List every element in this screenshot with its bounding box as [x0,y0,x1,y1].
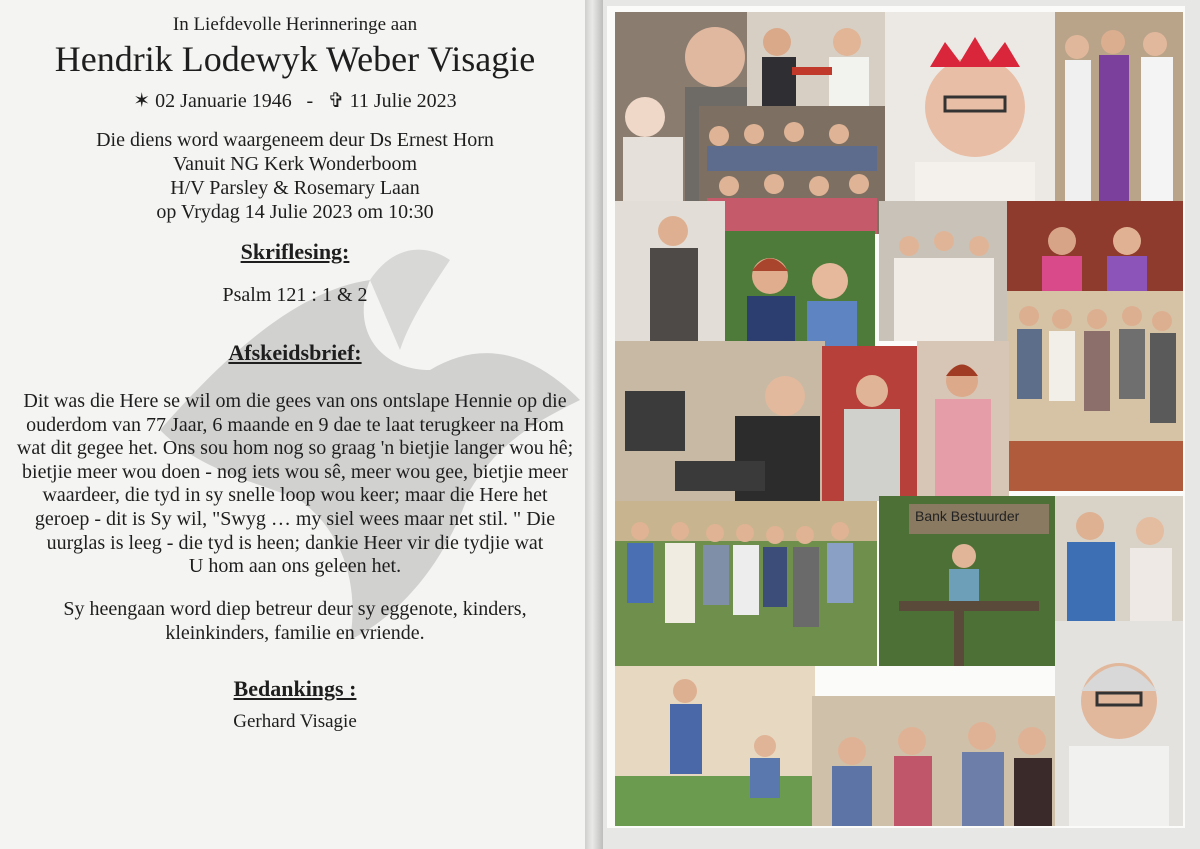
thanks-heading: Bedankings : [233,676,357,701]
photo-couple-garden [725,231,875,346]
farewell-letter-heading: Afskeidsbrief: [228,340,362,365]
death-date: 11 Julie 2023 [349,90,457,112]
scripture-heading: Skriflesing: [240,239,350,264]
photo-man-tv [822,346,922,501]
photo-man-toast [615,201,725,341]
bank-sign-text: Bank Bestuurder [915,508,1020,524]
photo-couple-restaurant [1007,201,1183,296]
photo-three-men [1055,12,1183,202]
letter-line: ouderdom van 77 Jaar, 6 maande en 9 dae te laat terugkeer na Hom [26,413,564,436]
photo-collage [607,6,1185,828]
photo-couple-party [747,12,887,108]
service-line: H/V Parsley & Rosemary Laan [170,177,420,199]
left-page [0,0,590,849]
photo-group-seated [879,201,1009,341]
photo-red-crown [885,12,1057,202]
letter-line: Dit was die Here se wil om die gees van ons ontslape Hennie op die [23,390,567,412]
deceased-name: Hendrik Lodewyk Weber Visagie [54,39,536,79]
photo-table-friends [812,696,1057,826]
birth-date: 02 Januarie 1946 [155,90,292,112]
birth-star-icon: ✶ [133,90,151,112]
life-dates [0,88,590,113]
mourners-paragraph [0,597,590,645]
service-line: Vanuit NG Kerk Wonderboom [172,153,418,175]
service-details [0,128,590,224]
photo-man-armchair [615,341,825,501]
photo-woman-pink [917,341,1009,501]
letter-line: wat dit gegee het. Ons sou hom nog so graag 'n bietjie langer wou hê; [16,437,574,460]
letter-line: geroep - dit is Sy wil, "Swyg … my siel wees maar net stil. " Die [34,507,556,530]
farewell-letter [0,390,590,579]
death-cross-icon: ✞ [327,90,345,112]
intro-line: In Liefdevolle Herinneringe aan [172,14,418,35]
photo-man-blue-shirt [1055,496,1183,621]
photo-garden-party [615,666,815,826]
service-line: op Vrydag 14 Julie 2023 om 10:30 [156,201,434,223]
scripture-reference: Psalm 121 : 1 & 2 [222,284,368,306]
photo-family-group [699,106,885,234]
service-line: Die diens word waargeneem deur Ds Ernest Horn [96,129,494,151]
letter-line: waardeer, die tyd in sy snelle loop wou keer; maar die Here het [42,484,548,507]
mourners-line: kleinkinders, familie en vriende. [165,622,425,644]
photo-bench-sign [879,496,1057,666]
letter-line: bietjie meer wou doen - nog iets wou sê, meer wou gee, bietjie meer [22,460,568,483]
photo-man-portrait [1055,621,1183,826]
photo-friends-standing [1007,291,1183,491]
mourners-line: Sy heengaan word diep betreur deur sy eggenote, kinders, [63,598,527,620]
letter-line: U hom aan ons geleen het. [188,555,402,578]
page-fold [585,0,603,849]
photo-group-outdoor [615,501,877,666]
date-separator: - [306,90,314,112]
letter-line: uurglas is leeg - die tyd is heen; dankie Heer vir die tydjie wat [46,531,544,554]
thanks-name: Gerhard Visagie [233,711,357,732]
